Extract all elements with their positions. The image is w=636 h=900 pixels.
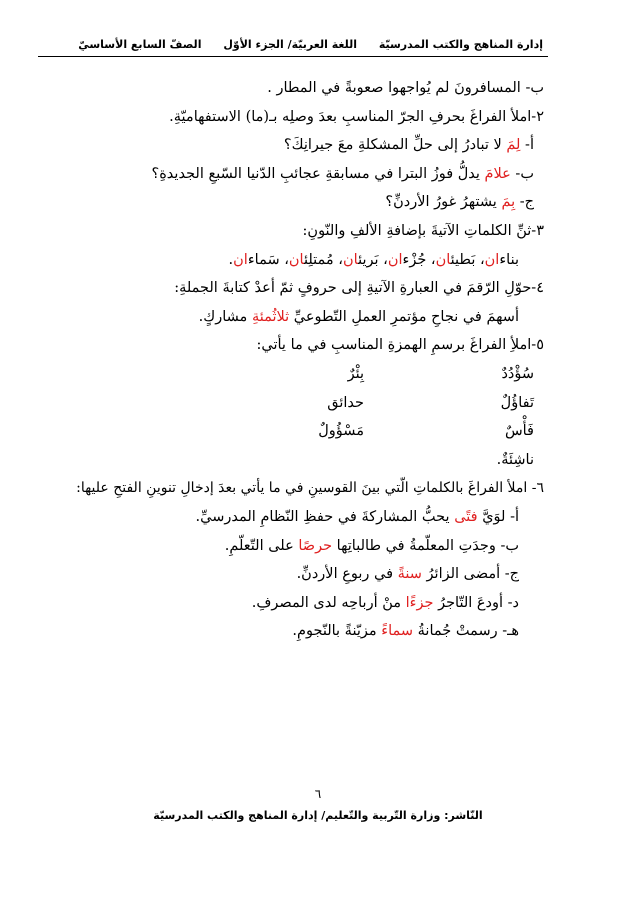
item-rest: يحبُّ المشاركةَ في حفظِ النّظامِ المدرسيِّ.	[195, 508, 455, 525]
dual-suffix: ان	[387, 251, 403, 268]
item-prefix: أ- لوَيَّ	[477, 508, 519, 525]
dual-suffix: ان	[484, 251, 500, 268]
separator: ،	[279, 251, 289, 268]
dual-suffix: ان	[233, 251, 248, 268]
dual-suffix: ان	[288, 251, 304, 268]
answer-2b	[40, 160, 544, 189]
page-footer: النّاشر: وزارة التّربية والتّعليم/ إدارة المناهج والكتب المدرسيّة	[153, 809, 483, 822]
answer-red: بِمَ	[501, 194, 516, 211]
worksheet-content	[40, 74, 544, 646]
item-prefix: ج- أمضى الزائرُ	[421, 566, 519, 583]
answer-6e	[40, 617, 544, 646]
answer-red: سنةً	[397, 566, 422, 583]
answer-3-duals	[40, 246, 544, 275]
item-rest: يشتهرُ غورُ الأردنِّ؟	[385, 194, 502, 211]
question-6: ٦- املأ الفراغَ بالكلماتِ الّتي بينَ القوسينِ في ما يأتي بعدَ إدخالِ تنوينِ الفتحِ عليها:	[76, 480, 544, 497]
dual-suffix: ان	[435, 251, 451, 268]
hamza-word: ناشِئَةٌ.	[496, 451, 534, 468]
item-rest: منْ أرباحِه لدى المصرفِ.	[251, 594, 406, 611]
question-5: ٥-املأِ الفراغَ برسمِ الهمزةِ المناسبِ في ما يأتي:	[256, 337, 544, 354]
separator: ،	[426, 251, 436, 268]
item-rest: مزيّنةً بالنّجومِ.	[292, 623, 382, 640]
hamza-row	[40, 417, 544, 446]
item-rest: لا تبادرُ إلى حلِّ المشكلةِ معَ جيرانِكَ؟	[283, 137, 507, 154]
item-prefix: ج-	[515, 194, 534, 211]
word-stem: جُزْء	[402, 251, 427, 268]
separator: ،	[378, 251, 388, 268]
word-stem: بناء	[499, 251, 519, 268]
header-rule	[38, 56, 548, 57]
separator: ،	[475, 251, 485, 268]
word-stem: بَطيئ	[450, 251, 476, 268]
answer-6c	[40, 560, 544, 589]
hamza-row	[40, 360, 544, 389]
hamza-word: مَسْؤُولٌ	[318, 423, 364, 440]
hamza-row	[40, 389, 544, 418]
hamza-word: فَأْسٌ	[504, 423, 534, 440]
separator: ،	[333, 251, 343, 268]
item-rest: يدلُّ فوزُ البترا في مسابقةِ عجائبِ الدّنيا السّبعِ الجديدةِ؟	[151, 165, 485, 182]
item-prefix: ب-	[510, 165, 534, 182]
dual-suffix: ان	[342, 251, 359, 268]
hamza-word: تَفاؤُلٌ	[500, 394, 534, 411]
answer-2c	[40, 188, 544, 217]
item-prefix: د- أودعَ التّاجرُ	[433, 594, 519, 611]
separator: .	[228, 251, 234, 268]
word-stem: بَريئ	[358, 251, 379, 268]
page-header	[40, 38, 543, 51]
answer-6d	[40, 589, 544, 618]
answer-red: لِمَ	[506, 137, 521, 154]
question-3: ٣-ثنِّ الكلماتِ الآتيةَ بإضافةِ الألفِ والنّونِ:	[302, 222, 544, 239]
question-2: ٢-املأ الفراغَ بحرفِ الجرّ المناسبِ بعدَ وصلِه بـ(ما) الاستفهاميّةِ.	[169, 108, 544, 125]
item-prefix: أ-	[520, 137, 534, 154]
item-rest: في ربوعِ الأردنِّ.	[296, 566, 398, 583]
question-4: ٤-حوّلِ الرّقمَ في العبارةِ الآتيةِ إلى حروفٍ ثمّ أعدْ كتابةَ الجملةِ:	[174, 280, 544, 297]
hamza-word	[214, 446, 364, 475]
item-prefix: هـ- رسمتْ جُمانةُ	[413, 623, 519, 640]
item-prefix: ب- وجدَتِ المعلّمةُ في طالباتِها	[332, 537, 519, 554]
answer-red: ثلاثُمئةِ	[251, 308, 290, 325]
answer-6a	[40, 503, 544, 532]
answer-red: حرصًا	[298, 537, 333, 554]
sentence-b-q1: ب- المسافرونَ لم يُواجهوا صعوبةً في المطار .	[267, 80, 544, 96]
hamza-word: حدائق	[327, 394, 364, 411]
word-stem: مُمتلِئ	[303, 251, 334, 268]
answer-red: سماءً	[381, 623, 414, 640]
header-publisher: إدارة المناهج والكتب المدرسيّة	[378, 38, 543, 51]
answer-red: فتًى	[454, 508, 478, 525]
hamza-word: سُؤْدُدٌ	[501, 365, 534, 382]
header-subject: اللغة العربيّة/ الجزء الأوّل	[223, 38, 357, 51]
sentence-part: مشاركٍ.	[198, 308, 252, 325]
header-grade: الصفّ السابع الأساسيّ	[78, 38, 202, 51]
hamza-row	[40, 446, 544, 475]
word-stem: سَماء	[247, 251, 280, 268]
answer-2a	[40, 131, 544, 160]
answer-red: جزءًا	[405, 594, 434, 611]
page-number: ٦	[314, 787, 322, 801]
item-rest: على التّعلّمِ.	[224, 537, 299, 554]
answer-4	[40, 303, 544, 332]
hamza-word: بِئْرٌ	[347, 365, 364, 382]
answer-6b	[40, 532, 544, 561]
sentence-part: أسهمَ في نجاحِ مؤتمرِ العملِ التّطوعيِّ	[289, 308, 519, 325]
answer-red: علامَ	[484, 165, 511, 182]
